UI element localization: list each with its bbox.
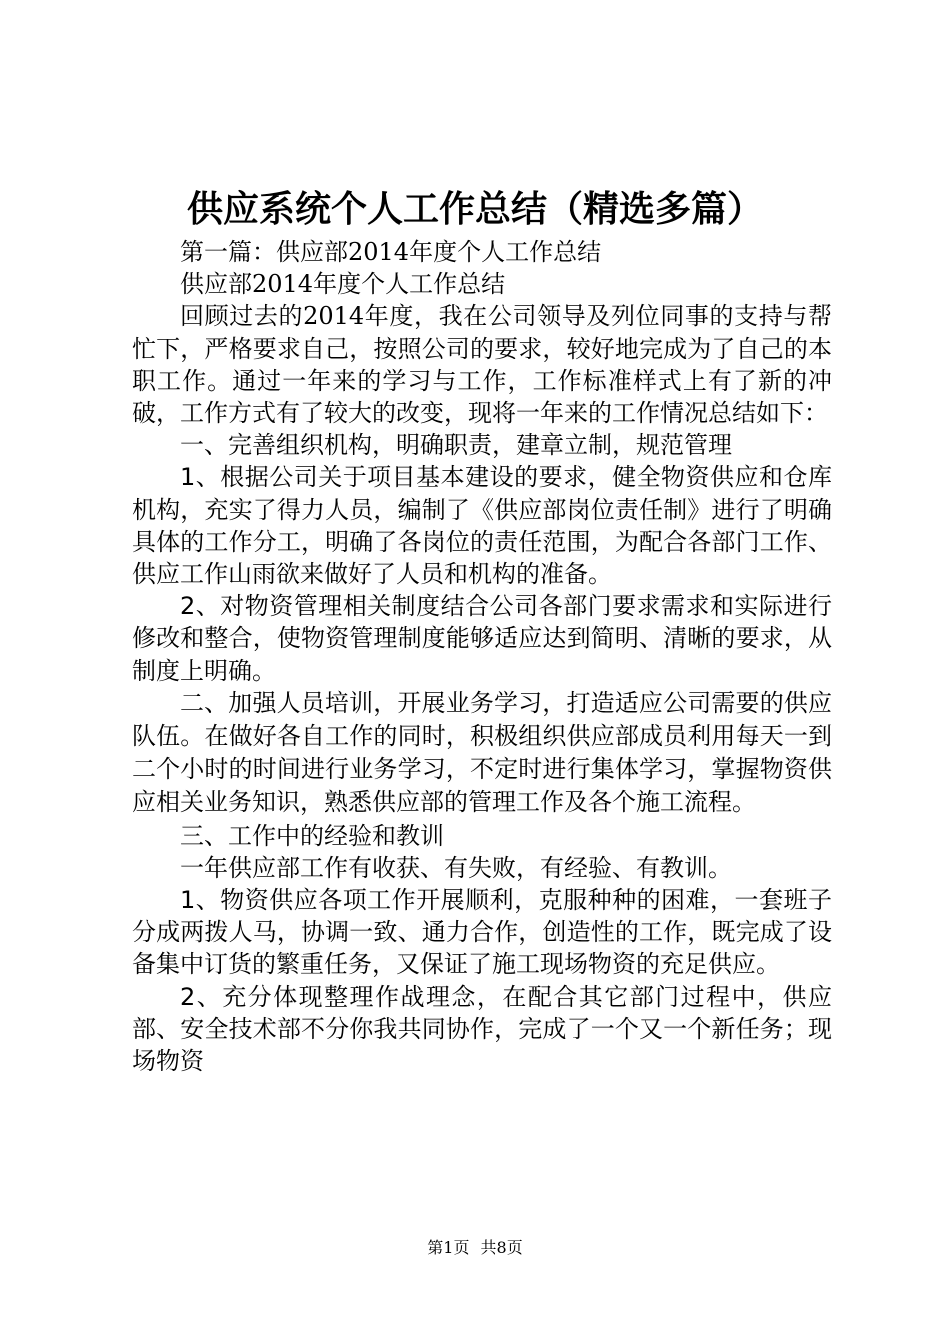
paragraph-item-1-1: 1、根据公司关于项目基本建设的要求，健全物资供应和仓库机构，充实了得力人员，编制了《供应部岗位责任制》进行了明确具体的工作分工，明确了各岗位的责任范围，为配合各部门工作、供应工作山雨欲来做好了人员和机构的准备。 [132, 463, 832, 589]
paragraph-item-3-2: 2、充分体现整理作战理念，在配合其它部门过程中，供应部、安全技术部不分你我共同协作，完成了一个又一个新任务；现场物资 [132, 982, 832, 1076]
page-number: 第1页 [427, 1238, 470, 1257]
page-footer [0, 1238, 950, 1258]
paragraph-item-1-2: 2、对物资管理相关制度结合公司各部门要求需求和实际进行修改和整合，使物资管理制度能够适应达到简明、清晰的要求，从制度上明确。 [132, 592, 832, 685]
paragraph-heading-one: 一、完善组织机构，明确职责，建章立制，规范管理 [180, 431, 732, 460]
paragraph-heading-two [132, 687, 832, 820]
document-body [132, 236, 832, 1077]
paragraph-subtitle: 供应部2014年度个人工作总结 [180, 270, 506, 299]
paragraph-intro: 回顾过去的2014年度，我在公司领导及列位同事的支持与帮忙下，严格要求自己，按照公司的要求，较好地完成为了自己的本职工作。通过一年来的学习与工作，工作标准样式上有了新的冲破，工作方式有了较大的改变，现将一年来的工作情况总结如下： [132, 302, 832, 428]
page-total: 共8页 [480, 1238, 523, 1257]
paragraph-section-heading: 第一篇：供应部2014年度个人工作总结 [180, 238, 602, 266]
paragraph-summary: 一年供应部工作有收获、有失败，有经验、有教训。 [180, 853, 732, 882]
paragraph-item-3-1: 1、物资供应各项工作开展顺利，克服种种的困难，一套班子分成两拨人马，协调一致、通力合作，创造性的工作，既完成了设备集中订货的繁重任务，又保证了施工现场物资的充足供应。 [132, 886, 832, 979]
document-title: 供应系统个人工作总结（精选多篇） [186, 188, 763, 230]
paragraph-heading-three: 三、工作中的经验和教训 [180, 821, 444, 850]
heading-two-text: 二、加强人员培训，开展业务学习，打造适应公司需要的供应队伍。 [132, 688, 832, 751]
heading-two-body: 在做好各自工作的同时，积极组织供应部成员利用每天一到二个小时的时间进行业务学习，不定时进行集体学习，掌握物资供应相关业务知识，熟悉供应部的管理工作及各个施工流程。 [132, 722, 833, 817]
